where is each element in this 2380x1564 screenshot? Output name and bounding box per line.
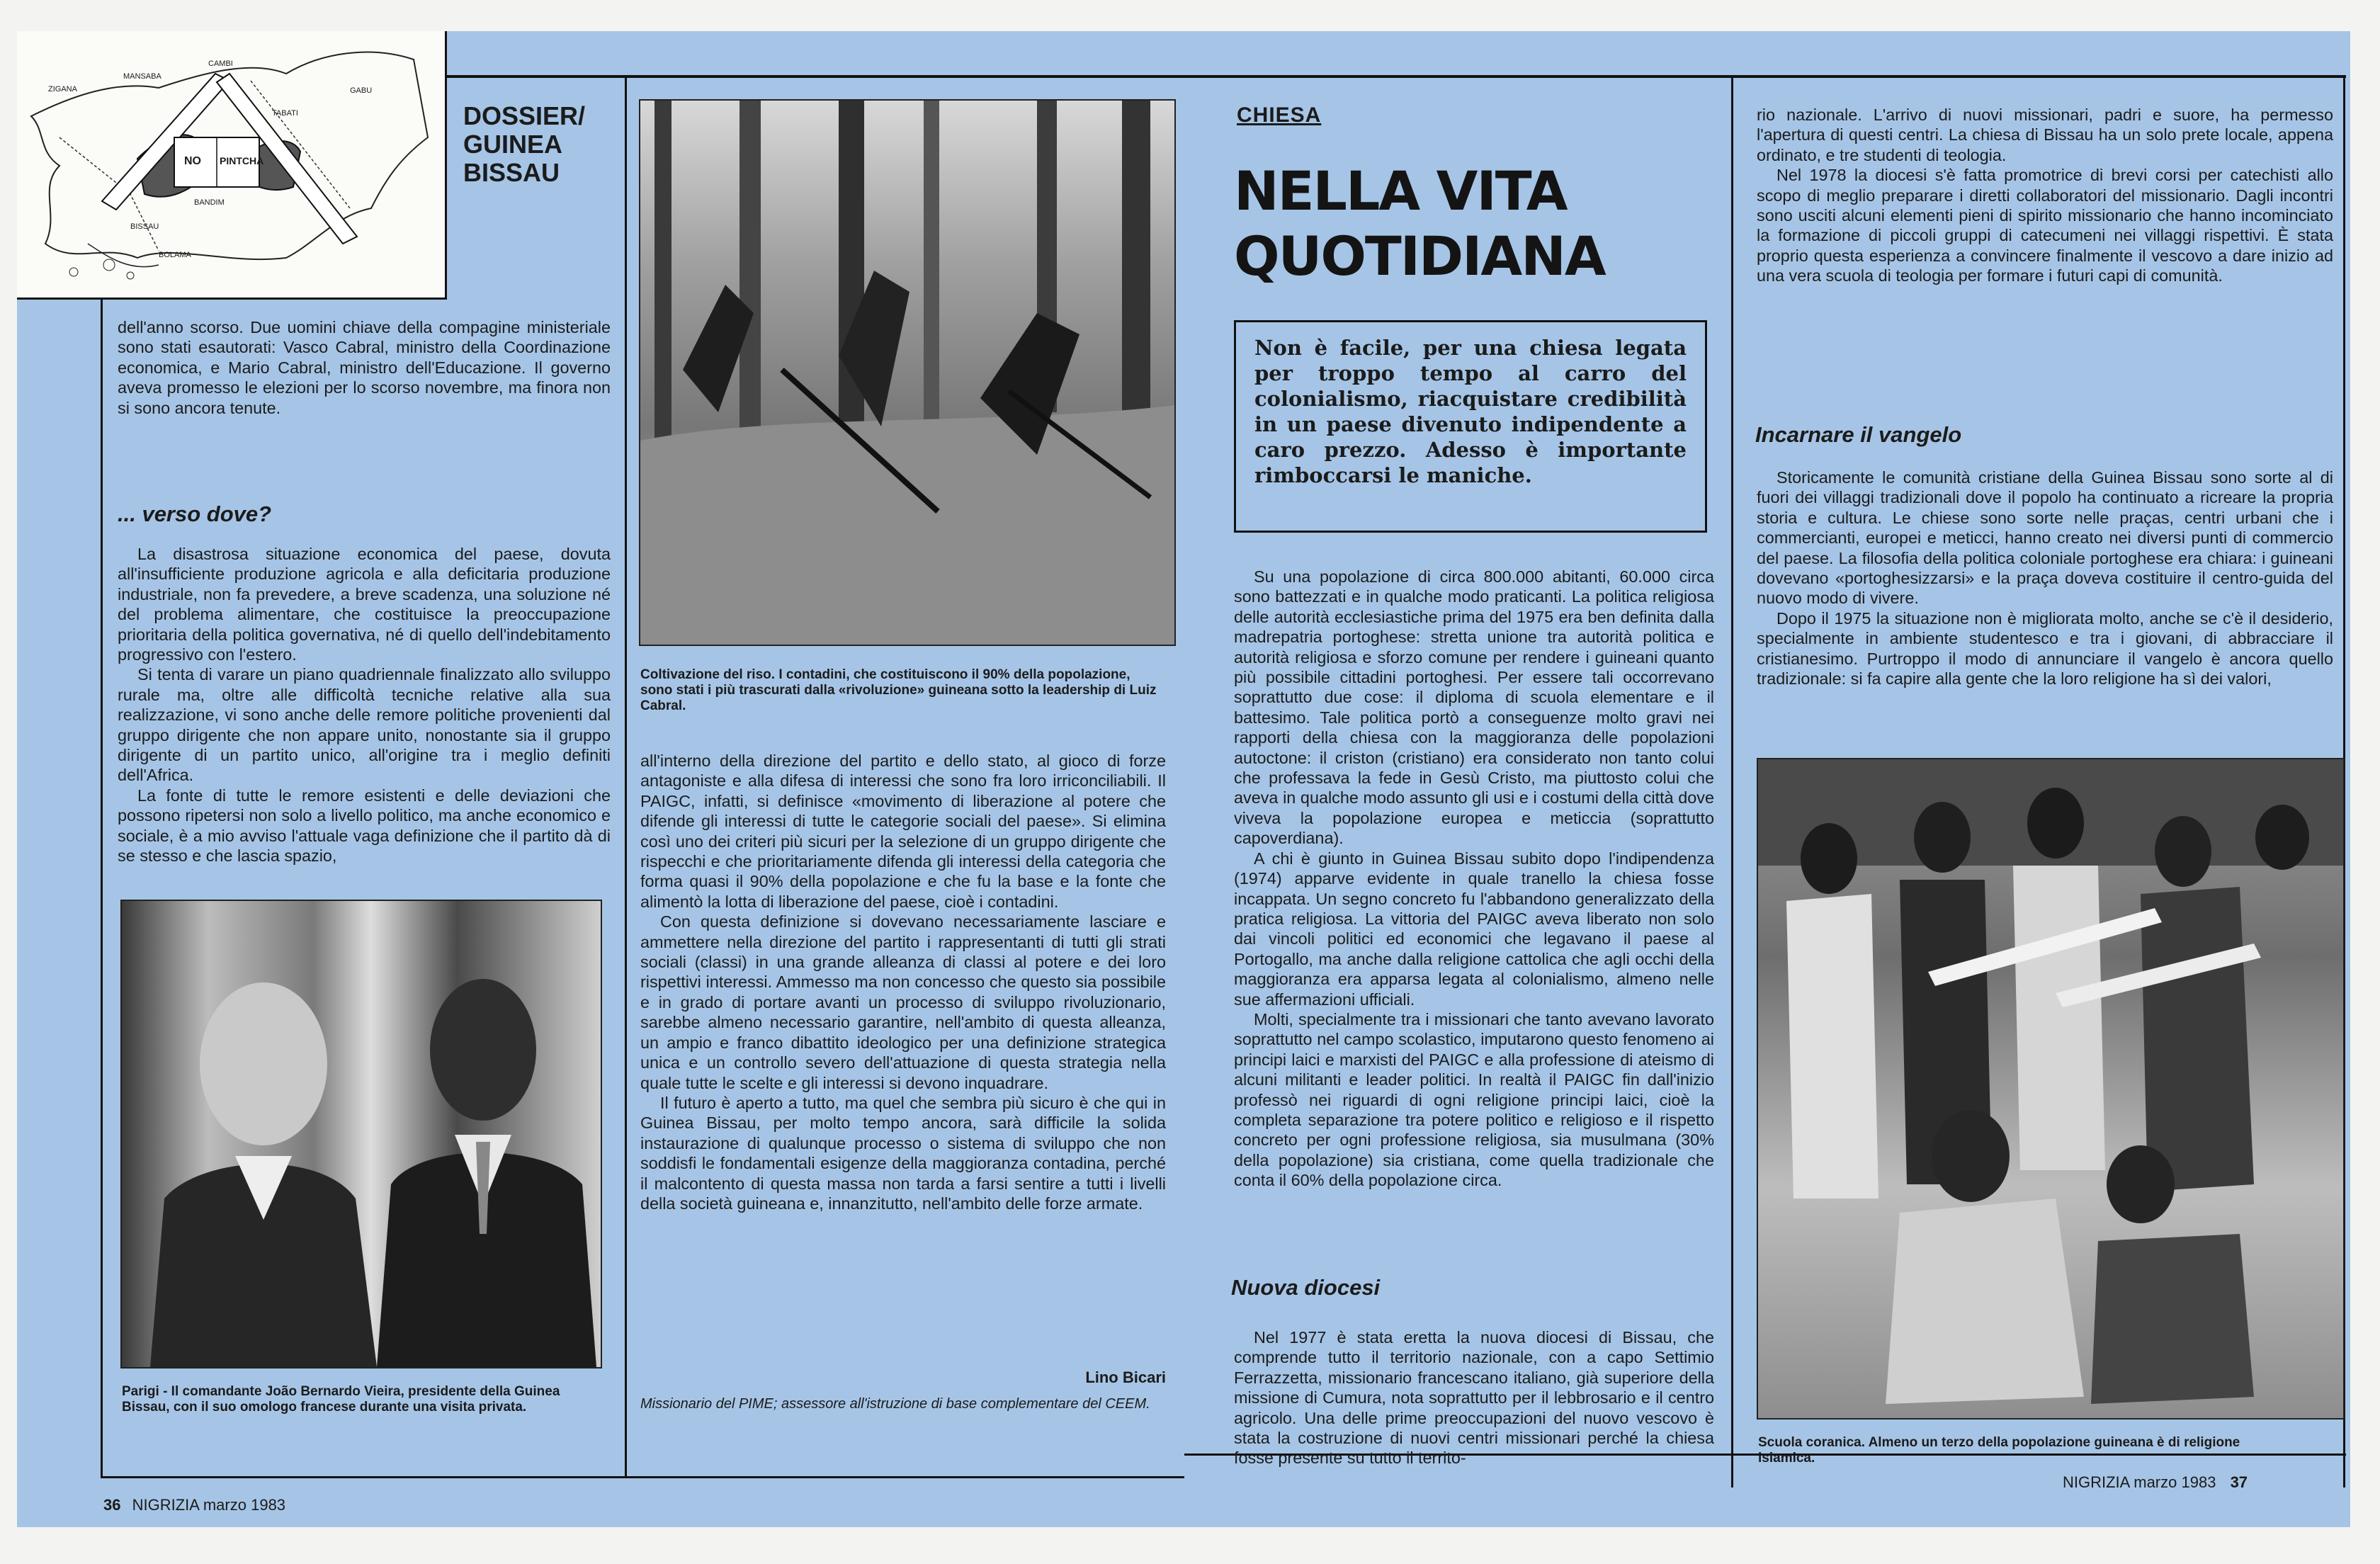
body-paragraph: all'interno della direzione del partito e dello stato, al gioco di forze antagoniste e alla difesa di interessi che sono fra loro irriconciliabili. Il PAIGC, infatti, si definisce «movimento di liberazione al potere che difende gli interessi di tutte le categorie sociali del paese». Si elimina così uno dei criteri più sicuri per la selezione di un gruppo dirigente che rispecchi e che prioritariamente difenda gli interessi della categoria che forma quasi il 90% della popolazione e che fu la base e la fonte che alimentò la lotta di liberazione del paese, cioè i contadini. — [640, 752, 1166, 911]
body-paragraph: Si tenta di varare un piano quadriennale finalizzato allo sviluppo rurale ma, oltre alle difficoltà tecniche relative alla sua realizzazione, vi sono anche delle remore politiche provenienti dal gruppo dirigente che non appare unito, nonostante sia il gruppo dirigente di un partito unico, all'origine tra i meglio definiti dell'Africa. — [118, 665, 611, 785]
author-note: Missionario del PIME; assessore all'istruzione di base complementare del CEEM. — [640, 1396, 1150, 1412]
column-4-vangelo — [1757, 468, 2333, 688]
body-paragraph: Nel 1977 è stata eretta la nuova diocesi di Bissau, che comprende tutto il territorio nazionale, con a capo Settimio Ferrazzetta, missionario francescano italiano, già superiore della missione di Cumura, nota soprattutto per il lebbrosario e il centro agricolo. Una delle prime preoccupazioni del nuovo vescovo è stata la costruzione di nuovi centri missionari perché la chiesa fosse presente su tutto il territo- — [1234, 1328, 1714, 1468]
issue-date: marzo 1983 — [2134, 1473, 2216, 1491]
right-page — [1184, 31, 2350, 1527]
caption-paris: Parigi - Il comandante João Bernardo Vieira, presidente della Guinea Bissau, con il suo omologo francese durante una visita privata. — [122, 1384, 560, 1415]
map-label-cambi: CAMBI — [208, 60, 233, 68]
column-divider — [625, 75, 627, 1478]
folio-left — [103, 1496, 285, 1514]
body-paragraph: Molti, specialmente tra i missionari che tanto avevano lavorato soprattutto nel campo scolastico, imputarono questo fenomeno ai principi laici e marxisti del PAIGC e alla professione di ateismo di alcuni militanti e leader politici. In realtà il PAIGC fin dall'inizio professò nei riguardi di ogni religione principi laici, cioè la completa separazione tra potere politico e religioso e il rispetto concreto per ogni professione religiosa, sia musulmana (30% della popolazione) sia cristiana, come quella tradizionale che conta il 60% della popolazione circa. — [1234, 1009, 1714, 1190]
left-frame-rule — [101, 298, 103, 1478]
map-label-mansaba: MANSABA — [123, 72, 162, 81]
body-paragraph: Con questa definizione si dovevano necessariamente lasciare e ammettere nella direzione del partito i rappresentanti di tutti gli strati sociali (classi) in una grande alleanza di classi al potere e dei loro rispettivi interessi. Ammesso ma non concesso che questo sia possibile e in grado di portare avanti un processo di sviluppo rivoluzionario, sarebbe almeno necessario garantire, nell'ambito di questa alleanza, un ampio e franco dibattito ideologico per una definizione strategica unica e un controllo severo dell'attuazione di questa strategia nella quale tutte le scelte e gli interessi si devono inquadrare. — [640, 912, 1166, 1092]
left-page — [17, 31, 1186, 1527]
photo-paris-visit — [120, 900, 602, 1368]
map-label-bissau: BISSAU — [130, 222, 159, 231]
map-illustration — [17, 31, 447, 300]
magazine-name: NIGRIZIA — [2063, 1473, 2130, 1491]
column-2-body — [640, 751, 1166, 1213]
column-divider — [1731, 75, 1733, 1488]
top-rule — [1184, 75, 2346, 78]
map-label-zigana: ZIGANA — [48, 85, 77, 94]
body-paragraph: A chi è giunto in Guinea Bissau subito dopo l'indipendenza (1974) apparve evidente in quale tranello la chiesa fosse incappata. Un segno concreto fu l'abbandono generalizzato della pratica religiosa. La vittoria del PAIGC aveva liberato non solo dai vincoli politici ed economici che legavano il paese al Portogallo, ma anche dalla religione cattolica che agli occhi della maggioranza era apparsa legata al colonialismo, almeno nelle sue affermazioni ufficiali. — [1234, 849, 1714, 1009]
column-4-body — [1757, 105, 2333, 286]
standfirst-box — [1234, 320, 1707, 533]
column-1-body — [118, 544, 611, 866]
column-3-body — [1234, 567, 1714, 1191]
body-paragraph: Il futuro è aperto a tutto, ma quel che sembra più sicuro è che qui in Guinea Bissau, per molto tempo ancora, sarà difficile la solida instaurazione di qualunque processo o sistema di sviluppo che non soddisfi le fondamentali esigenze della maggioranza contadina, perché il malcontento di questa massa non tarda a farsi sentire a tutti i livelli della società guineana e, innanzitutto, nell'ambito delle forze armate. — [640, 1093, 1166, 1213]
map-book-word-no: NO — [184, 155, 201, 167]
author-name: Lino Bicari — [1085, 1368, 1166, 1386]
page-number: 36 — [103, 1496, 121, 1514]
map-book-word-pintcha: PINTCHA — [220, 155, 264, 166]
caption-rice: Coltivazione del riso. I contadini, che costituiscono il 90% della popolazione, sono stati i più trascurati dalla «rivoluzione» guineana sotto la leadership di Luiz Cabral. — [640, 667, 1157, 713]
standfirst-text: Non è facile, per una chiesa legata per troppo tempo al carro del colonialismo, riacquistare credibilità in un paese divenuto indipendente a caro prezzo. Adesso è importante rimboccarsi le maniche. — [1254, 336, 1687, 487]
section-label: DOSSIER/ GUINEA BISSAU — [463, 101, 586, 187]
folio-right — [2063, 1473, 2248, 1492]
subhead-incarnare-vangelo: Incarnare il vangelo — [1755, 422, 1962, 447]
photo-rice-cultivation — [639, 99, 1176, 646]
issue-date: marzo 1983 — [203, 1496, 286, 1514]
column-1-intro — [118, 317, 611, 418]
section-kicker: CHIESA — [1237, 103, 1322, 127]
map-label-tabati: TABATI — [272, 109, 298, 118]
photo-koranic-school — [1757, 758, 2345, 1420]
body-paragraph: La disastrosa situazione economica del paese, dovuta all'insufficiente produzione agricola e alla deficitaria produzione industriale, non fa prevedere, a breve scadenza, una soluzione né del problema alimentare, che costituisce la preoccupazione prioritaria della politica governativa, né di quello dell'indebitamento progressivo con l'estero. — [118, 545, 611, 664]
headline: NELLA VITA QUOTIDIANA — [1234, 159, 1605, 288]
body-paragraph: Nel 1978 la diocesi s'è fatta promotrice di brevi corsi per catechisti allo scopo di meglio preparare i diretti collaboratori del missionario. Dagli incontri sono usciti alcuni elementi pieni di spirito missionario che hanno incominciato la formazione di piccoli gruppi di catecumeni nei villaggi rispettivi. È stata proprio questa esperienza a convincere finalmente il vescovo a dare inizio ad una vera scuola di teologia per formare i futuri capi di comunità. — [1757, 166, 2333, 285]
page-number: 37 — [2230, 1473, 2248, 1491]
map-label-bolama: BOLAMA — [159, 251, 191, 259]
map-label-bandim: BANDIM — [194, 198, 225, 207]
body-paragraph: Su una popolazione di circa 800.000 abitanti, 60.000 circa sono battezzati e in qualche modo praticanti. La politica religiosa delle autorità ecclesiastiche prima del 1975 era ben definita dalla madrepatria portoghese: stretta unione tra autorità politica e autorità religiosa e sforzo comune per rendere i guineani quanto più possibile cittadini portoghesi. Per essere tali occorrevano soprattutto due cose: il diploma di scuola elementare e il battesimo. Tale politica portò a conseguenze molto gravi nei rapporti della chiesa con la maggioranza delle popolazioni autoctone: il criston (cristiano) era considerato non tanto colui che professava la fede in Gesù Cristo, ma piuttosto colui che aveva in qualche modo assunto gli usi e i costumi della città dove viveva la popolazione europea e meticcia (soprattutto capoverdiana). — [1234, 567, 1714, 848]
body-paragraph: La fonte di tutte le remore esistenti e delle deviazioni che possono ripetersi non solo a livello politico, ma anche economico e sociale, è a mio avviso l'attuale vaga definizione che il partito dà di se stesso e che lascia spazio, — [118, 786, 611, 866]
column-3-diocesi — [1234, 1327, 1714, 1468]
subhead-nuova-diocesi: Nuova diocesi — [1231, 1275, 1381, 1300]
body-paragraph: rio nazionale. L'arrivo di nuovi missionari, padri e suore, ha permesso l'apertura di questi centri. La chiesa di Bissau ha un solo prete locale, appena ordinato, e tre studenti di teologia. — [1757, 106, 2333, 164]
intro-paragraph: dell'anno scorso. Due uomini chiave della compagine ministeriale sono stati esautorati: Vasco Cabral, ministro della Coordinazione economica, e Mario Cabral, ministro dell'Educazione. Il governo aveva promesso le elezioni per lo scorso novembre, ma finora non si sono ancora tenute. — [118, 318, 611, 417]
bottom-rule — [101, 1476, 1189, 1478]
subhead-verso-dove: ... verso dove? — [118, 502, 272, 526]
body-paragraph: Dopo il 1975 la situazione non è migliorata molto, anche se c'è il desiderio, specialmente in ambiente studentesco e tra i giovani, di abbracciare il cristianesimo. Purtroppo il modo di annunciare il vangelo è ancora quello tradizionale: si fa capire alla gente che la loro religione ha sì dei valori, — [1757, 608, 2333, 688]
map-label-gabu: GABU — [350, 86, 373, 95]
caption-koranic-school: Scuola coranica. Almeno un terzo della popolazione guineana è di religione islamica. — [1758, 1435, 2240, 1466]
magazine-name: NIGRIZIA — [132, 1496, 199, 1514]
body-paragraph: Storicamente le comunità cristiane della Guinea Bissau sono sorte al di fuori dei villaggi tradizionali dove il popolo ha continuato a ricreare la propria storia e cultura. Le chiese sono sorte nelle praças, centri urbani che i commercianti, europei e meticci, hanno creato nei diversi punti di commercio del paese. La filosofia della politica coloniale portoghese era chiara: i guineani dovevano «portoghesizzarsi» e la praça doveva costituire il centro-guida del nuovo modo di vivere. — [1757, 468, 2333, 608]
